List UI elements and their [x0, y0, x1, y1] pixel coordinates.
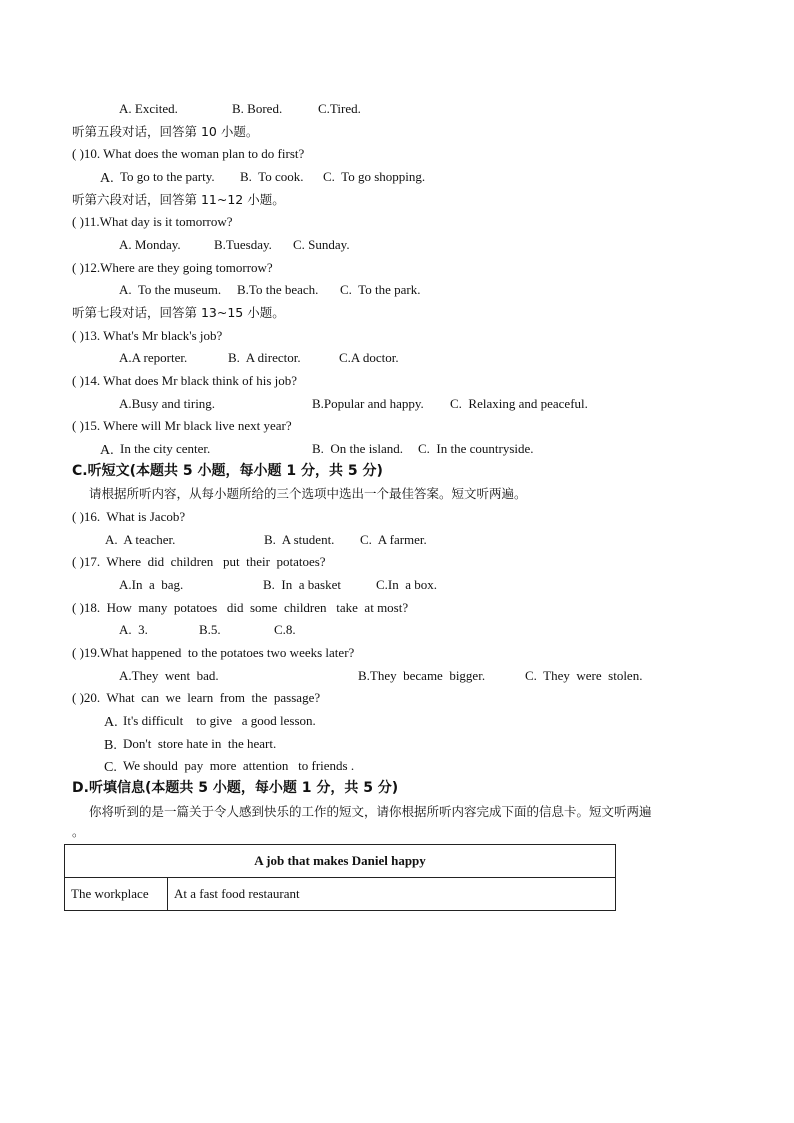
q14-option-a: A.Busy and tiring. [119, 396, 216, 411]
workplace-value: At a fast food restaurant [168, 878, 616, 911]
q9-option-b: B. Bored. [232, 101, 283, 116]
q15-option-c: C. In the countryside. [418, 441, 534, 456]
q16-option-b: B. A student. [264, 532, 335, 547]
workplace-label: The workplace [65, 878, 168, 911]
section-c-instruction: 请根据所听内容，从每小题所给的三个选项中选出一个最佳答案。短文听两遍。 [89, 486, 527, 501]
q20-c-letter: C. [104, 760, 117, 775]
q19-option-b: B.They became bigger. [358, 668, 486, 683]
q11-option-b: B.Tuesday. [214, 237, 272, 252]
info-card-title: A job that makes Daniel happy [65, 845, 616, 878]
q10-option-b: B. To cook. [240, 169, 304, 184]
dialog6-instruction: 听第六段对话，回答第 11~12 小题。 [72, 192, 285, 207]
section-d-instruction: 你将听到的是一篇关于令人感到快乐的工作的短文，请你根据所听内容完成下面的信息卡。短文听两遍 [89, 804, 652, 819]
q19-option-c: C. They were stolen. [525, 668, 643, 683]
q9-option-a: A. Excited. [119, 101, 178, 116]
q14-question: ( )14. What does Mr black think of his job? [72, 373, 298, 388]
q15-question: ( )15. Where will Mr black live next year? [72, 418, 292, 433]
q17-question: ( )17. Where did children put their potatoes? [72, 554, 326, 569]
q18-option-c: C.8. [274, 622, 296, 637]
q18-option-b: B.5. [199, 622, 221, 637]
q14-option-c: C. Relaxing and peaceful. [450, 396, 588, 411]
section-d-instruction-end: 。 [72, 824, 85, 839]
section-c-title: C.听短文(本题共 5 小题，每小题 1 分，共 5 分) [72, 463, 383, 479]
dialog7-instruction: 听第七段对话，回答第 13~15 小题。 [72, 305, 285, 320]
q19-option-a: A.They went bad. [119, 668, 219, 683]
q10-question: ( )10. What does the woman plan to do first? [72, 146, 305, 161]
q14-option-b: B.Popular and happy. [312, 396, 424, 411]
q11-option-a: A. Monday. [119, 237, 181, 252]
section-d-title: D.听填信息(本题共 5 小题，每小题 1 分，共 5 分) [72, 780, 399, 796]
q11-option-c: C. Sunday. [293, 237, 350, 252]
q10-option-c: C. To go shopping. [323, 169, 426, 184]
q13-option-a: A.A reporter. [119, 350, 188, 365]
q12-option-b: B.To the beach. [237, 282, 319, 297]
q19-question: ( )19.What happened to the potatoes two weeks later? [72, 645, 355, 660]
q17-option-b: B. In a basket [263, 577, 341, 592]
q15-a-letter: A. [100, 443, 114, 458]
q12-question: ( )12.Where are they going tomorrow? [72, 260, 273, 275]
q16-option-a: A. A teacher. [105, 532, 176, 547]
q20-b-letter: B. [104, 738, 117, 753]
q16-option-c: C. A farmer. [360, 532, 427, 547]
q17-option-a: A.In a bag. [119, 577, 184, 592]
q13-question: ( )13. What's Mr black's job? [72, 328, 223, 343]
q20-option-b: Don't store hate in the heart. [123, 736, 277, 751]
q15-option-b: B. On the island. [312, 441, 403, 456]
q10-a-letter: A. [100, 171, 114, 186]
q17-option-c: C.In a box. [376, 577, 438, 592]
q9-option-c: C.Tired. [318, 101, 361, 116]
q11-question: ( )11.What day is it tomorrow? [72, 214, 233, 229]
q20-option-c: We should pay more attention to friends . [123, 758, 355, 773]
q13-option-c: C.A doctor. [339, 350, 399, 365]
q12-option-c: C. To the park. [340, 282, 421, 297]
q20-question: ( )20. What can we learn from the passage? [72, 690, 321, 705]
q16-question: ( )16. What is Jacob? [72, 509, 186, 524]
dialog5-instruction: 听第五段对话，回答第 10 小题。 [72, 124, 259, 139]
q10-option-a: To go to the party. [120, 169, 215, 184]
q18-option-a: A. 3. [119, 622, 148, 637]
info-card [64, 844, 616, 911]
q12-option-a: A. To the museum. [119, 282, 222, 297]
q18-question: ( )18. How many potatoes did some children take at most? [72, 600, 409, 615]
q20-option-a: It's difficult to give a good lesson. [123, 713, 316, 728]
q20-a-letter: A. [104, 715, 118, 730]
q13-option-b: B. A director. [228, 350, 301, 365]
q15-option-a: In the city center. [120, 441, 211, 456]
